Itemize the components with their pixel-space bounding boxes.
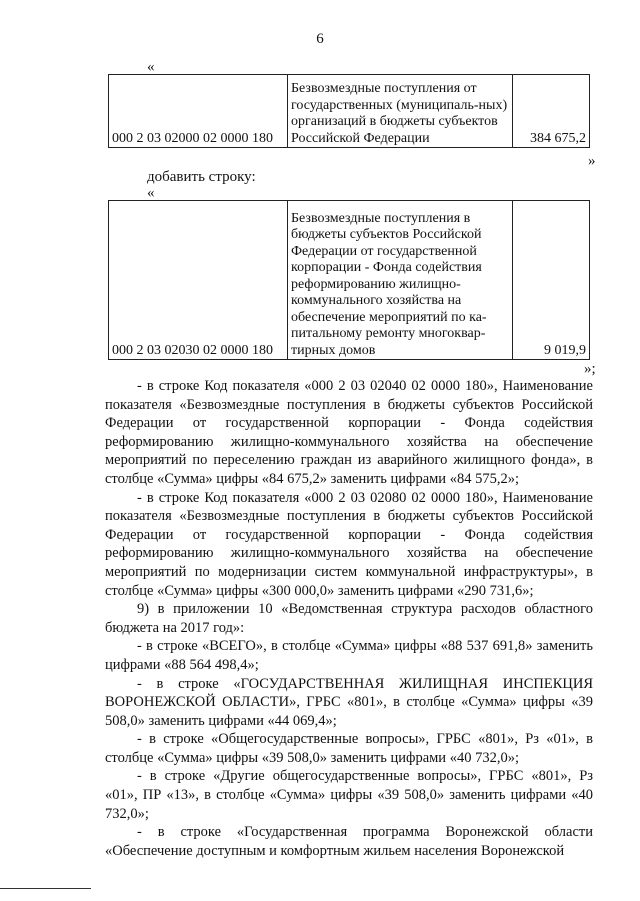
page-number: 6 <box>316 31 324 47</box>
table-row <box>109 75 590 148</box>
paragraph: - в строке «Другие общегосударственные вопросы», ГРБС «801», Рз «01», ПР «13», в столбце «Сумма» цифры «39 508,0» заменить цифрами «40 732,0»; <box>105 768 593 822</box>
closing-quote-semicolon: »; <box>584 361 596 377</box>
paragraph: - в строке Код показателя «000 2 03 02080 02 0000 180», Наименование показателя «Безвозмездные поступления в бюджеты субъектов Российской Федерации от государственной корпорации - Фонда содействия реформированию жилищно-коммунального хозяйства на обеспечение мероприятий по модернизации систем коммунальной инфраструктуры», в столбце «Сумма» цифры «300 000,0» заменить цифрами «290 731,6»; <box>105 489 593 599</box>
footer-rule <box>0 888 91 889</box>
revenue-table-new-row <box>108 200 590 360</box>
sum-cell: 384 675,2 <box>513 75 590 148</box>
paragraph: - в строке Код показателя «000 2 03 02040 02 0000 180», Наименование показателя «Безвозмездные поступления в бюджеты субъектов Российской Федерации от государственной корпорации - Фонда содействия реформированию жилищно-коммунального хозяйства на обеспечение мероприятий по переселению граждан из аварийного жилищного фонда», в столбце «Сумма» цифры «84 675,2» заменить цифрами «84 575,2»; <box>105 378 593 487</box>
code-cell: 000 2 03 02000 02 0000 180 <box>109 75 288 148</box>
amendments-text <box>105 377 593 860</box>
paragraph: - в строке «Общегосударственные вопросы», ГРБС «801», Рз «01», в столбце «Сумма» цифры «39 508,0» заменить цифрами «40 732,0»; <box>105 731 593 766</box>
add-row-label: добавить строку: <box>147 169 256 185</box>
opening-quote-mark: « <box>147 185 155 201</box>
opening-quote-mark: « <box>147 59 155 75</box>
paragraph: - в строке «ВСЕГО», в столбце «Сумма» цифры «88 537 691,8» заменить цифрами «88 564 498,4»; <box>105 638 593 673</box>
paragraph: - в строке «ГОСУДАРСТВЕННАЯ ЖИЛИЩНАЯ ИНСПЕКЦИЯ ВОРОНЕЖСКОЙ ОБЛАСТИ», ГРБС «801», в столбце «Сумма» цифры «39 508,0» заменить цифрами «44 069,4»; <box>105 675 593 729</box>
table-row <box>109 201 590 360</box>
paragraph: - в строке «Государственная программа Воронежской области «Обеспечение доступным и комфортным жильем населения Воронежской <box>105 824 593 859</box>
closing-quote-mark: » <box>588 153 596 169</box>
code-cell: 000 2 03 02030 02 0000 180 <box>109 201 288 360</box>
indicator-name-cell: Безвозмездные поступления от государственных (муниципаль-ных) организаций в бюджеты субъектов Российской Федерации <box>288 75 513 148</box>
revenue-table-existing <box>108 74 590 148</box>
indicator-name-cell: Безвозмездные поступления в бюджеты субъектов Российской Федерации от государственной корпорации - Фонда содействия реформированию жилищно-коммунального хозяйства на обеспечение мероприятий по ка-питальному ремонту многоквар-тирных домов <box>288 201 513 360</box>
paragraph: 9) в приложении 10 «Ведомственная структура расходов областного бюджета на 2017 год»: <box>105 601 593 636</box>
sum-cell: 9 019,9 <box>513 201 590 360</box>
